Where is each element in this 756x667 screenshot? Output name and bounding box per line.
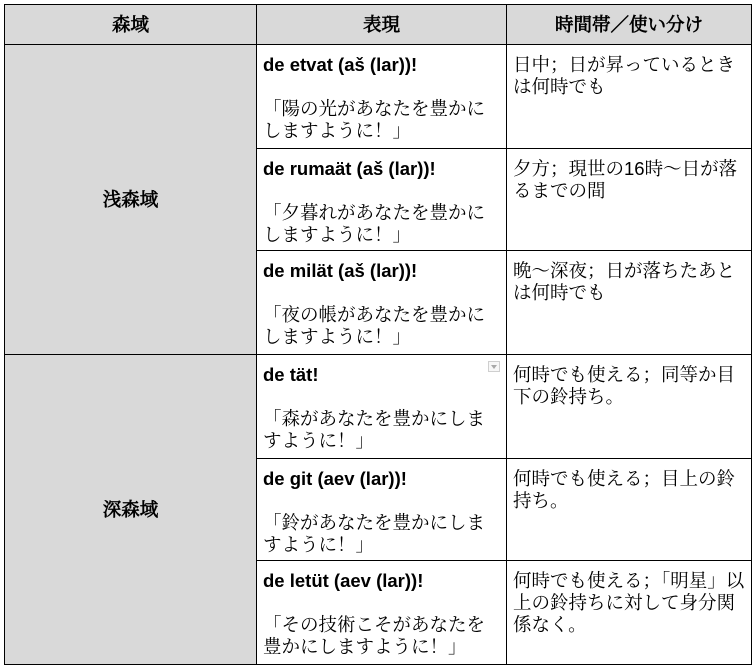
usage-cell <box>507 149 751 250</box>
expression-translation: 「その技術こそがあなたを豊かにしますように！」 <box>263 614 486 657</box>
zone-label: 浅森域 <box>102 188 159 210</box>
expression-translation: 「鈴があなたを豊かにしますように！」 <box>263 512 486 555</box>
expression-cell <box>257 45 506 148</box>
usage-cell <box>507 355 751 458</box>
usage-cell <box>507 561 751 664</box>
usage-text: 日中；日が昇っているときは何時でも <box>513 54 736 97</box>
expression-cell <box>257 459 506 560</box>
usage-text: 夕方；現世の16時〜日が落るまでの間 <box>513 158 738 201</box>
header-time-usage-label: 時間帯／使い分け <box>554 13 703 35</box>
expression-cell <box>257 149 506 250</box>
usage-text: 何時でも使える；同等か目下の鈴持ち。 <box>513 364 736 407</box>
expression-cell <box>257 251 506 354</box>
header-expression-label: 表現 <box>362 13 400 35</box>
header-forest-zone <box>5 5 256 44</box>
header-time-usage <box>507 5 751 44</box>
usage-cell <box>507 459 751 560</box>
expressions-table <box>4 4 752 665</box>
usage-text: 何時でも使える；目上の鈴持ち。 <box>513 468 736 511</box>
usage-cell <box>507 45 751 148</box>
expression-phrase: de letüt (aev (lar))! <box>263 570 424 591</box>
zone-label: 深森域 <box>102 498 159 520</box>
expression-translation: 「森があなたを豊かにしますように！」 <box>263 408 486 451</box>
dropdown-arrow-icon[interactable] <box>488 361 500 372</box>
triangle-down-icon <box>491 365 497 369</box>
expression-translation: 「夕暮れがあなたを豊かにしますように！」 <box>263 202 486 245</box>
expression-cell <box>257 561 506 664</box>
zone-cell-deep <box>5 355 256 664</box>
expression-cell <box>257 355 506 458</box>
usage-cell <box>507 251 751 354</box>
header-expression <box>257 5 506 44</box>
expression-phrase: de rumaät (aš (lar))! <box>263 158 436 179</box>
usage-text: 何時でも使える；「明星」以上の鈴持ちに対して身分関係なく。 <box>513 570 745 635</box>
expression-phrase: de etvat (aš (lar))! <box>263 54 418 75</box>
expression-phrase: de tät! <box>263 364 319 385</box>
usage-text: 晩〜深夜；日が落ちたあとは何時でも <box>513 260 736 303</box>
header-forest-zone-label: 森域 <box>111 13 149 35</box>
expression-translation: 「陽の光があなたを豊かにしますように！」 <box>263 98 486 141</box>
expression-phrase: de milät (aš (lar))! <box>263 260 418 281</box>
expression-translation: 「夜の帳があなたを豊かにしますように！」 <box>263 304 486 347</box>
zone-cell-shallow <box>5 45 256 354</box>
expression-phrase: de git (aev (lar))! <box>263 468 407 489</box>
